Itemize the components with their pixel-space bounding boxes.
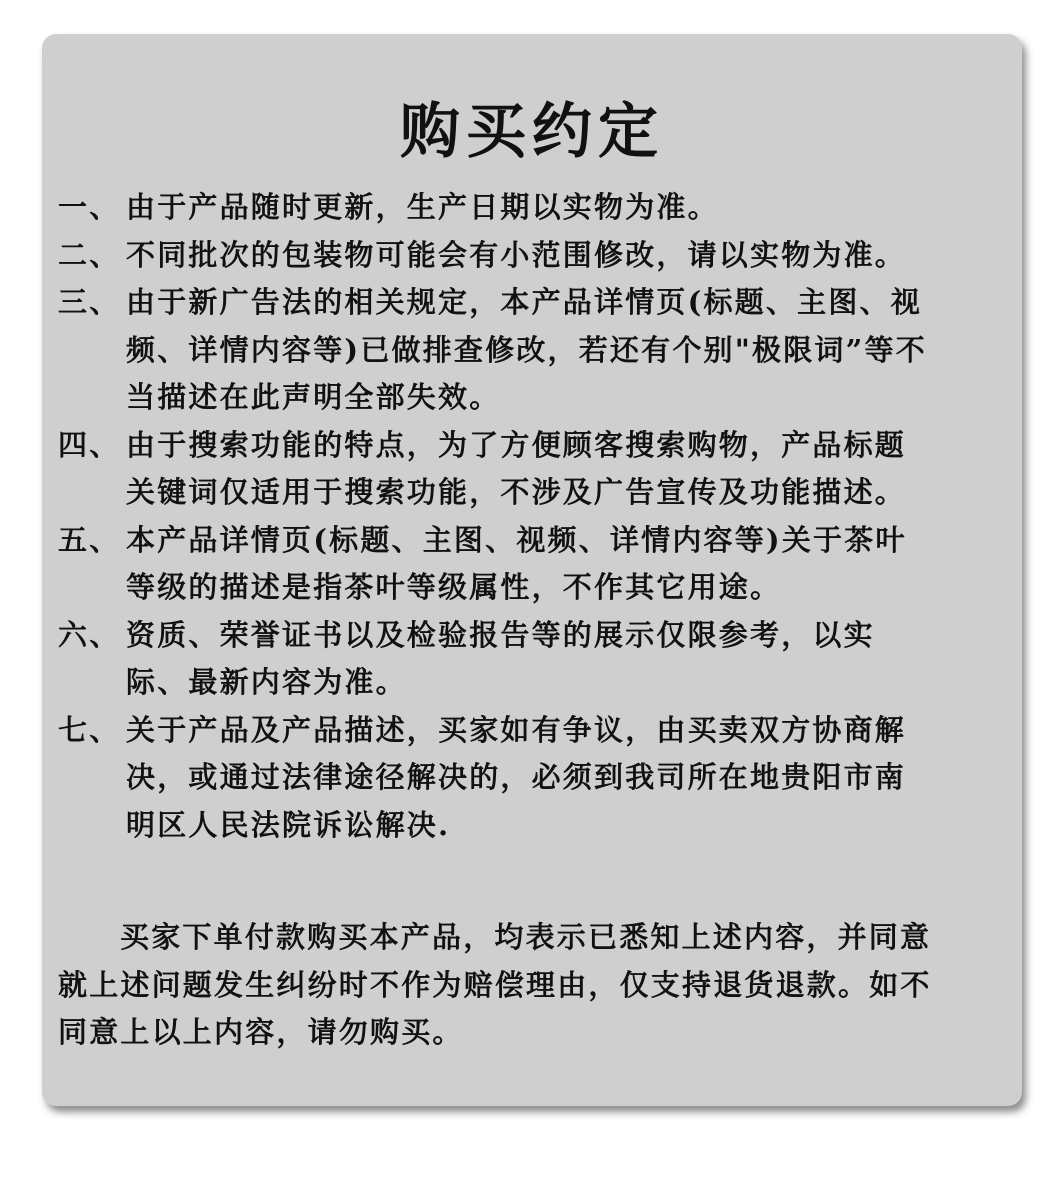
clause-list (58, 184, 1008, 849)
clause-number: 二、 (58, 237, 121, 272)
clause-text: 本产品详情页(标题、主图、视频、详情内容等)关于茶叶等级的描述是指茶叶等级属性，不作其它用途。 (126, 522, 907, 604)
closing-statement: 买家下单付款购买本产品，均表示已悉知上述内容，并同意就上述问题发生纠纷时不作为赔偿理由，仅支持退货退款。如不同意上以上内容，请勿购买。 (58, 920, 932, 1049)
clause-item (58, 612, 1008, 707)
agreement-panel (42, 34, 1022, 1106)
clause-item (58, 232, 1008, 280)
clause-text: 不同批次的包装物可能会有小范围修改，请以实物为准。 (126, 237, 907, 272)
clause-item (58, 279, 1008, 422)
clause-number: 一、 (58, 190, 121, 224)
clause-text: 关于产品及产品描述，买家如有争议，由买卖双方协商解决，或通过法律途径解决的，必须到我司所在地贵阳市南明区人民法院诉讼解决. (126, 712, 907, 842)
clause-item (58, 517, 1008, 612)
clause-number: 七、 (58, 712, 121, 747)
clause-number: 三、 (58, 285, 121, 319)
page-title: 购买约定 (400, 97, 664, 167)
clause-text: 资质、荣誉证书以及检验报告等的展示仅限参考，以实际、最新内容为准。 (126, 617, 875, 699)
clause-text: 由于新广告法的相关规定，本产品详情页(标题、主图、视频、详情内容等)已做排查修改，若还有个别"极限词”等不当描述在此声明全部失效。 (126, 285, 927, 414)
clause-number: 四、 (58, 427, 121, 462)
clause-text: 由于产品随时更新，生产日期以实物为准。 (126, 190, 719, 224)
clause-item (58, 707, 1008, 850)
clause-text: 由于搜索功能的特点，为了方便顾客搜索购物，产品标题关键词仅适用于搜索功能，不涉及广告宣传及功能描述。 (126, 427, 907, 509)
clause-item (58, 422, 1008, 517)
clause-number: 五、 (58, 522, 121, 557)
clause-number: 六、 (58, 617, 121, 652)
clause-item (58, 184, 1008, 232)
